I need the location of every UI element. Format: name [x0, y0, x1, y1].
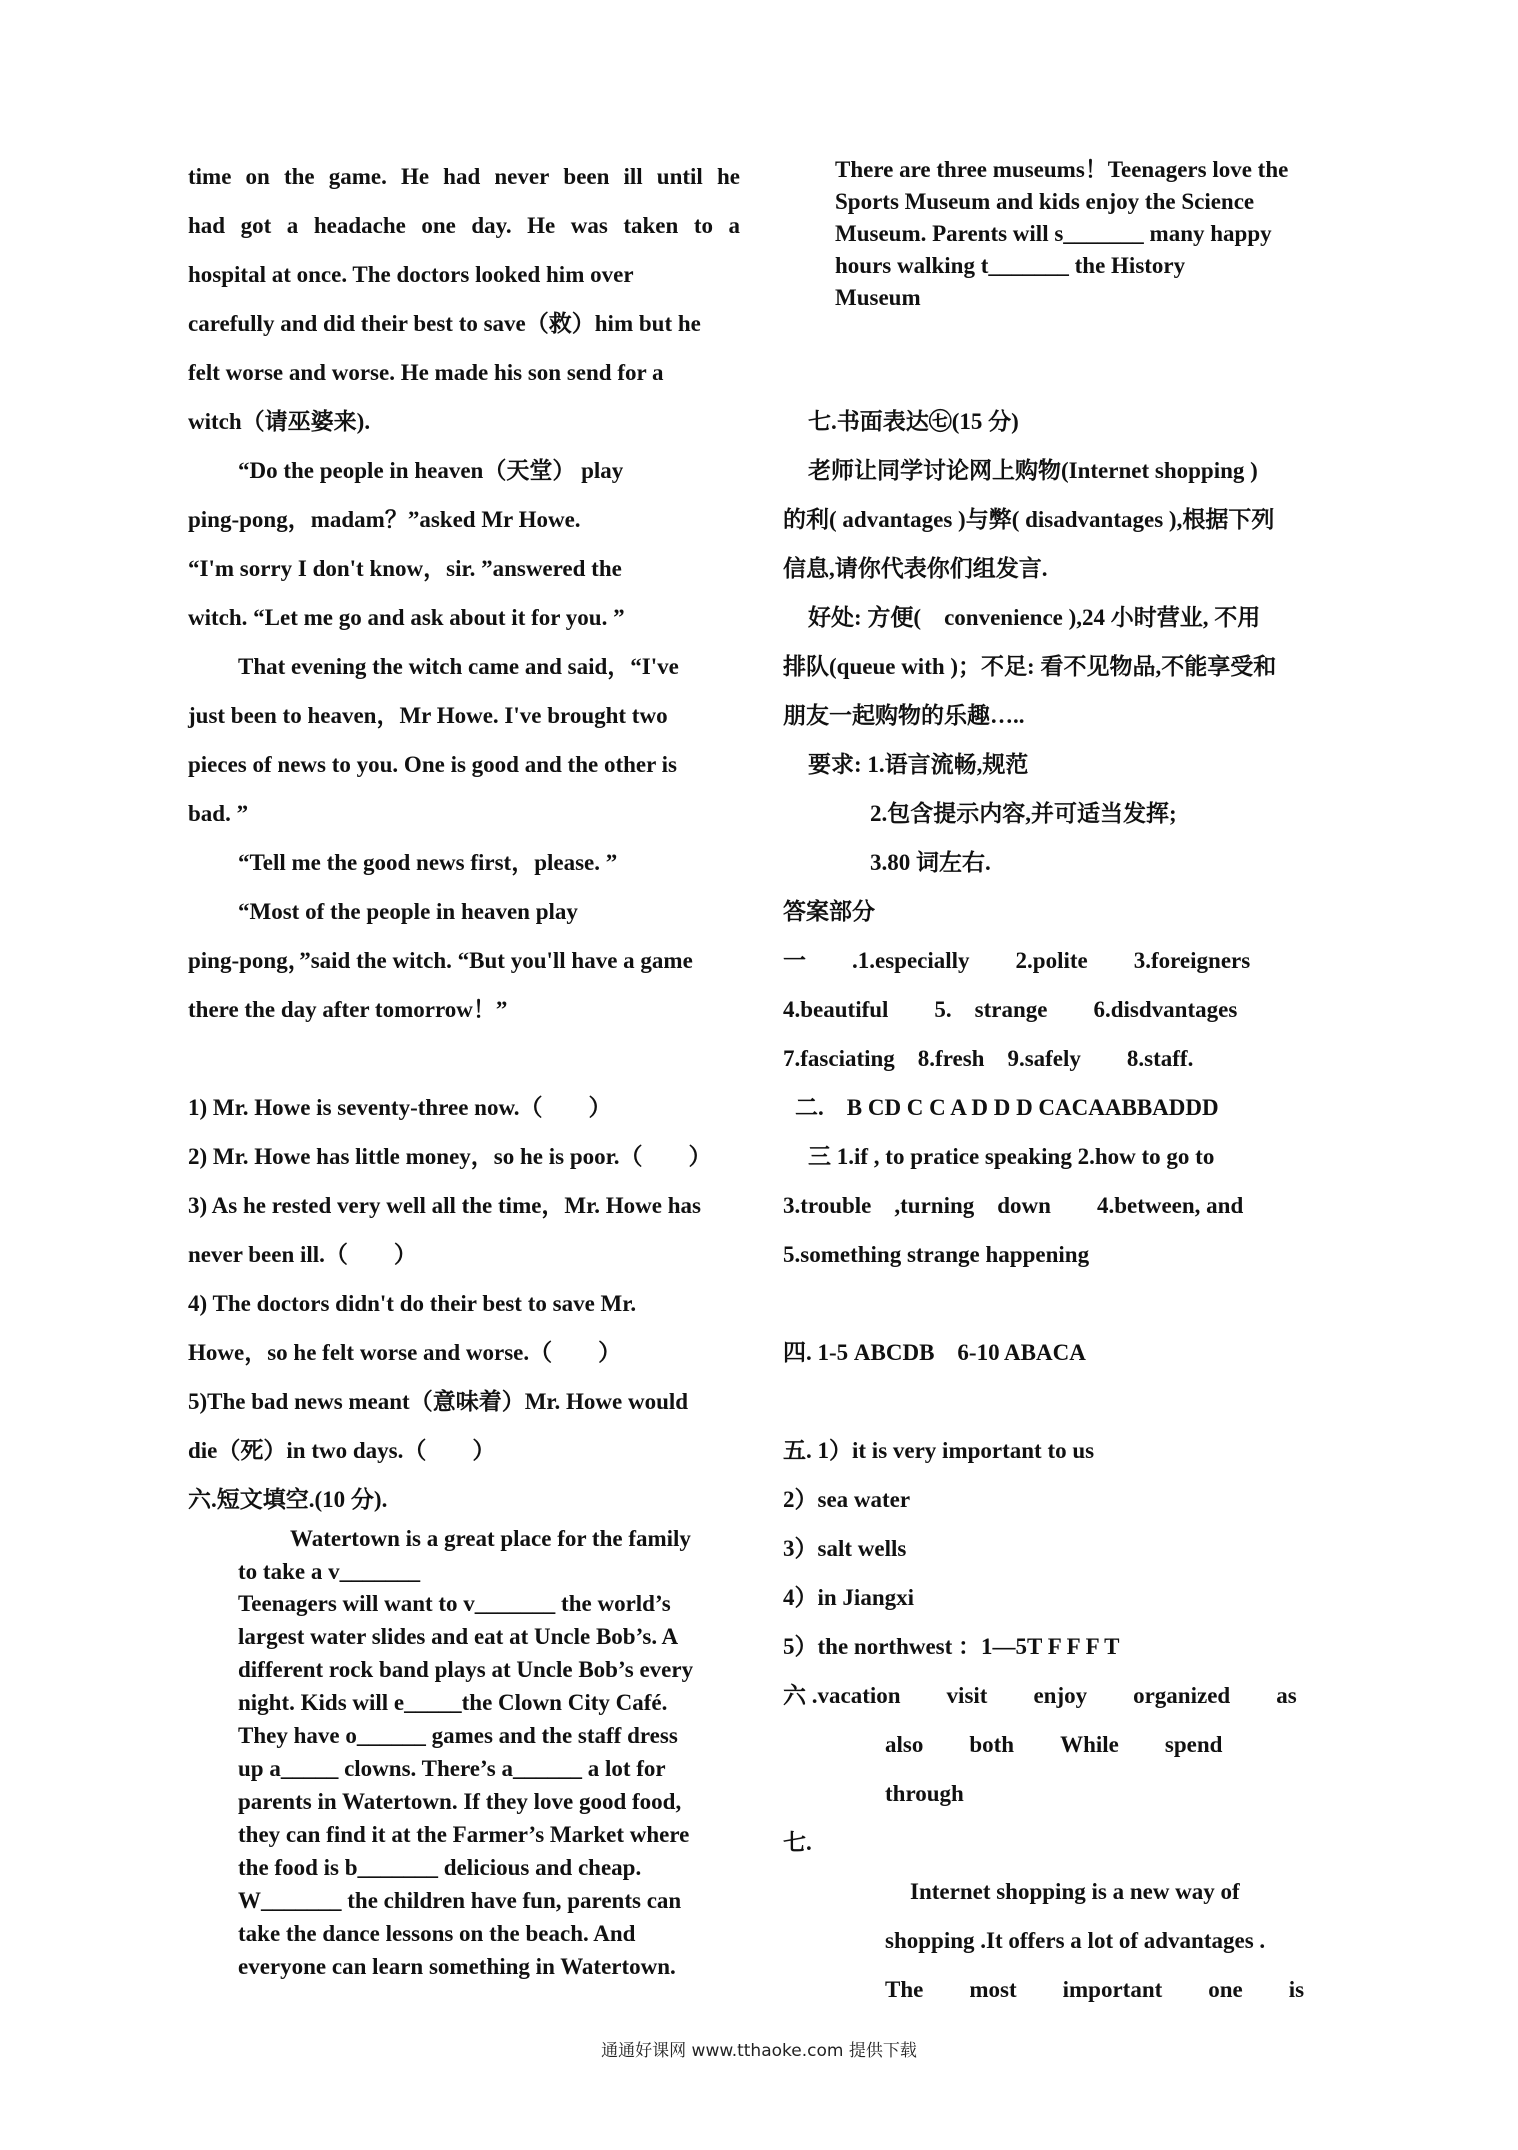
writing-prompt: 的利( advantages )与弊( disadvantages ),根据下列: [783, 507, 1275, 532]
story-line: That evening the witch came and said，“I've: [238, 654, 679, 679]
cloze-continuation: There are three museums！Teenagers love the: [835, 157, 1289, 182]
writing-prompt: 老师让同学讨论网上购物(Internet shopping ): [808, 458, 1258, 483]
cloze-continuation: Museum. Parents will s_______ many happy: [835, 221, 1272, 246]
section-7-title: 七.书面表达㊆(15 分): [808, 409, 1019, 434]
question: Howe，so he felt worse and worse.（ ）: [188, 1340, 622, 1365]
answer-line: 2）sea water: [783, 1487, 911, 1512]
cloze-line: different rock band plays at Uncle Bob’s every: [238, 1657, 694, 1682]
cloze-line: They have o______ games and the staff dress: [238, 1723, 678, 1748]
answer-line: 5）the northwest ：1—5T F F F T: [783, 1634, 1120, 1659]
story-line: carefully and did their best to save（救）him but he: [188, 311, 701, 336]
answer-line: 4.beautiful 5. strange 6.disdvantages: [783, 997, 1238, 1022]
answer-line: 3）salt wells: [783, 1536, 907, 1561]
writing-prompt: 要求: 1.语言流畅,规范: [808, 752, 1029, 777]
answer-line: 3.trouble ,turning down 4.between, and: [783, 1193, 1244, 1218]
story-line: ping-pong，”said the witch. “But you'll have a game: [188, 948, 693, 973]
cloze-continuation: hours walking t_______ the History: [835, 253, 1186, 278]
answer-line: through: [885, 1781, 964, 1806]
question: 3) As he rested very well all the time，Mr. Howe has: [188, 1193, 701, 1218]
question: 5)The bad news meant（意味着）Mr. Howe would: [188, 1389, 689, 1414]
story-line: “Most of the people in heaven play: [238, 899, 578, 924]
story-line: ping-pong，madam？”asked Mr Howe.: [188, 507, 581, 532]
cloze-line: parents in Watertown. If they love good food,: [238, 1789, 682, 1814]
question: 1) Mr. Howe is seventy-three now.（ ）: [188, 1095, 612, 1120]
answer-line: Internet shopping is a new way of: [910, 1879, 1240, 1904]
question: die（死）in two days.（ ）: [188, 1438, 496, 1463]
question: 4) The doctors didn't do their best to save Mr.: [188, 1291, 637, 1316]
cloze-line: largest water slides and eat at Uncle Bob’s. A: [238, 1624, 679, 1649]
answer-line: 七.: [783, 1830, 812, 1855]
cloze-line: the food is b_______ delicious and cheap.: [238, 1855, 642, 1880]
answer-line: 六 .vacation visit enjoy organized as: [783, 1683, 1297, 1708]
story-line: “I'm sorry I don't know，sir. ”answered the: [188, 556, 622, 581]
cloze-line: they can find it at the Farmer’s Market where: [238, 1822, 690, 1847]
cloze-line: everyone can learn something in Watertown.: [238, 1954, 676, 1979]
cloze-line: to take a v_______: [238, 1559, 421, 1584]
story-line: “Do the people in heaven（天堂） play: [238, 458, 624, 483]
answer-line: shopping .It offers a lot of advantages .: [885, 1928, 1266, 1953]
writing-prompt: 信息,请你代表你们组发言.: [783, 556, 1048, 581]
answer-line: 二. B CD C C A D D D CACAABBADDD: [795, 1095, 1219, 1120]
story-line: time on the game. He had never been ill until he: [188, 164, 740, 189]
cloze-line: W_______ the children have fun, parents can: [238, 1888, 682, 1913]
writing-prompt: 2.包含提示内容,并可适当发挥;: [870, 801, 1177, 826]
story-line: witch（请巫婆来).: [188, 409, 371, 434]
answer-line: also both While spend: [885, 1732, 1223, 1757]
story-line: just been to heaven，Mr Howe. I've brought two: [188, 703, 668, 728]
story-line: felt worse and worse. He made his son send for a: [188, 360, 664, 385]
story-line: “Tell me the good news first，please. ”: [238, 850, 618, 875]
writing-prompt: 3.80 词左右.: [870, 850, 991, 875]
cloze-line: night. Kids will e_____the Clown City Café.: [238, 1690, 668, 1715]
question: never been ill.（ ）: [188, 1242, 417, 1267]
answer-line: 7.fasciating 8.fresh 9.safely 8.staff.: [783, 1046, 1194, 1071]
writing-prompt: 好处: 方便( convenience ),24 小时营业, 不用: [808, 605, 1261, 630]
story-line: hospital at once. The doctors looked him over: [188, 262, 634, 287]
cloze-line: Watertown is a great place for the family: [290, 1526, 691, 1551]
cloze-line: take the dance lessons on the beach. And: [238, 1921, 636, 1946]
answer-line: 四. 1-5 ABCDB 6-10 ABACA: [783, 1340, 1086, 1365]
answer-line: 一 .1.especially 2.polite 3.foreigners: [783, 948, 1251, 973]
cloze-line: Teenagers will want to v_______ the world’s: [238, 1591, 671, 1616]
story-line: pieces of news to you. One is good and the other is: [188, 752, 677, 777]
answer-line: 五. 1）it is very important to us: [783, 1438, 1095, 1463]
writing-prompt: 朋友一起购物的乐趣…..: [783, 703, 1025, 728]
section-6-title: 六.短文填空.(10 分).: [188, 1487, 388, 1512]
story-line: bad. ”: [188, 801, 249, 826]
answer-line: 5.something strange happening: [783, 1242, 1090, 1267]
answer-line: 4）in Jiangxi: [783, 1585, 915, 1610]
cloze-line: up a_____ clowns. There’s a______ a lot for: [238, 1756, 666, 1781]
answers-title: 答案部分: [783, 899, 875, 924]
writing-prompt: 排队(queue with )；不足: 看不见物品,不能享受和: [783, 654, 1277, 679]
question: 2) Mr. Howe has little money，so he is poor.（ ）: [188, 1144, 712, 1169]
answer-line: 三 1.if , to pratice speaking 2.how to go to: [808, 1144, 1215, 1169]
cloze-continuation: Museum: [835, 285, 921, 310]
story-line: had got a headache one day. He was taken to a: [188, 213, 740, 238]
answer-line: The most important one is: [885, 1977, 1305, 2002]
story-line: witch. “Let me go and ask about it for you. ”: [188, 605, 625, 630]
story-line: there the day after tomorrow！”: [188, 997, 508, 1022]
page-footer: 通通好课网 www.tthaoke.com 提供下载: [601, 2041, 917, 2061]
cloze-continuation: Sports Museum and kids enjoy the Science: [835, 189, 1255, 214]
